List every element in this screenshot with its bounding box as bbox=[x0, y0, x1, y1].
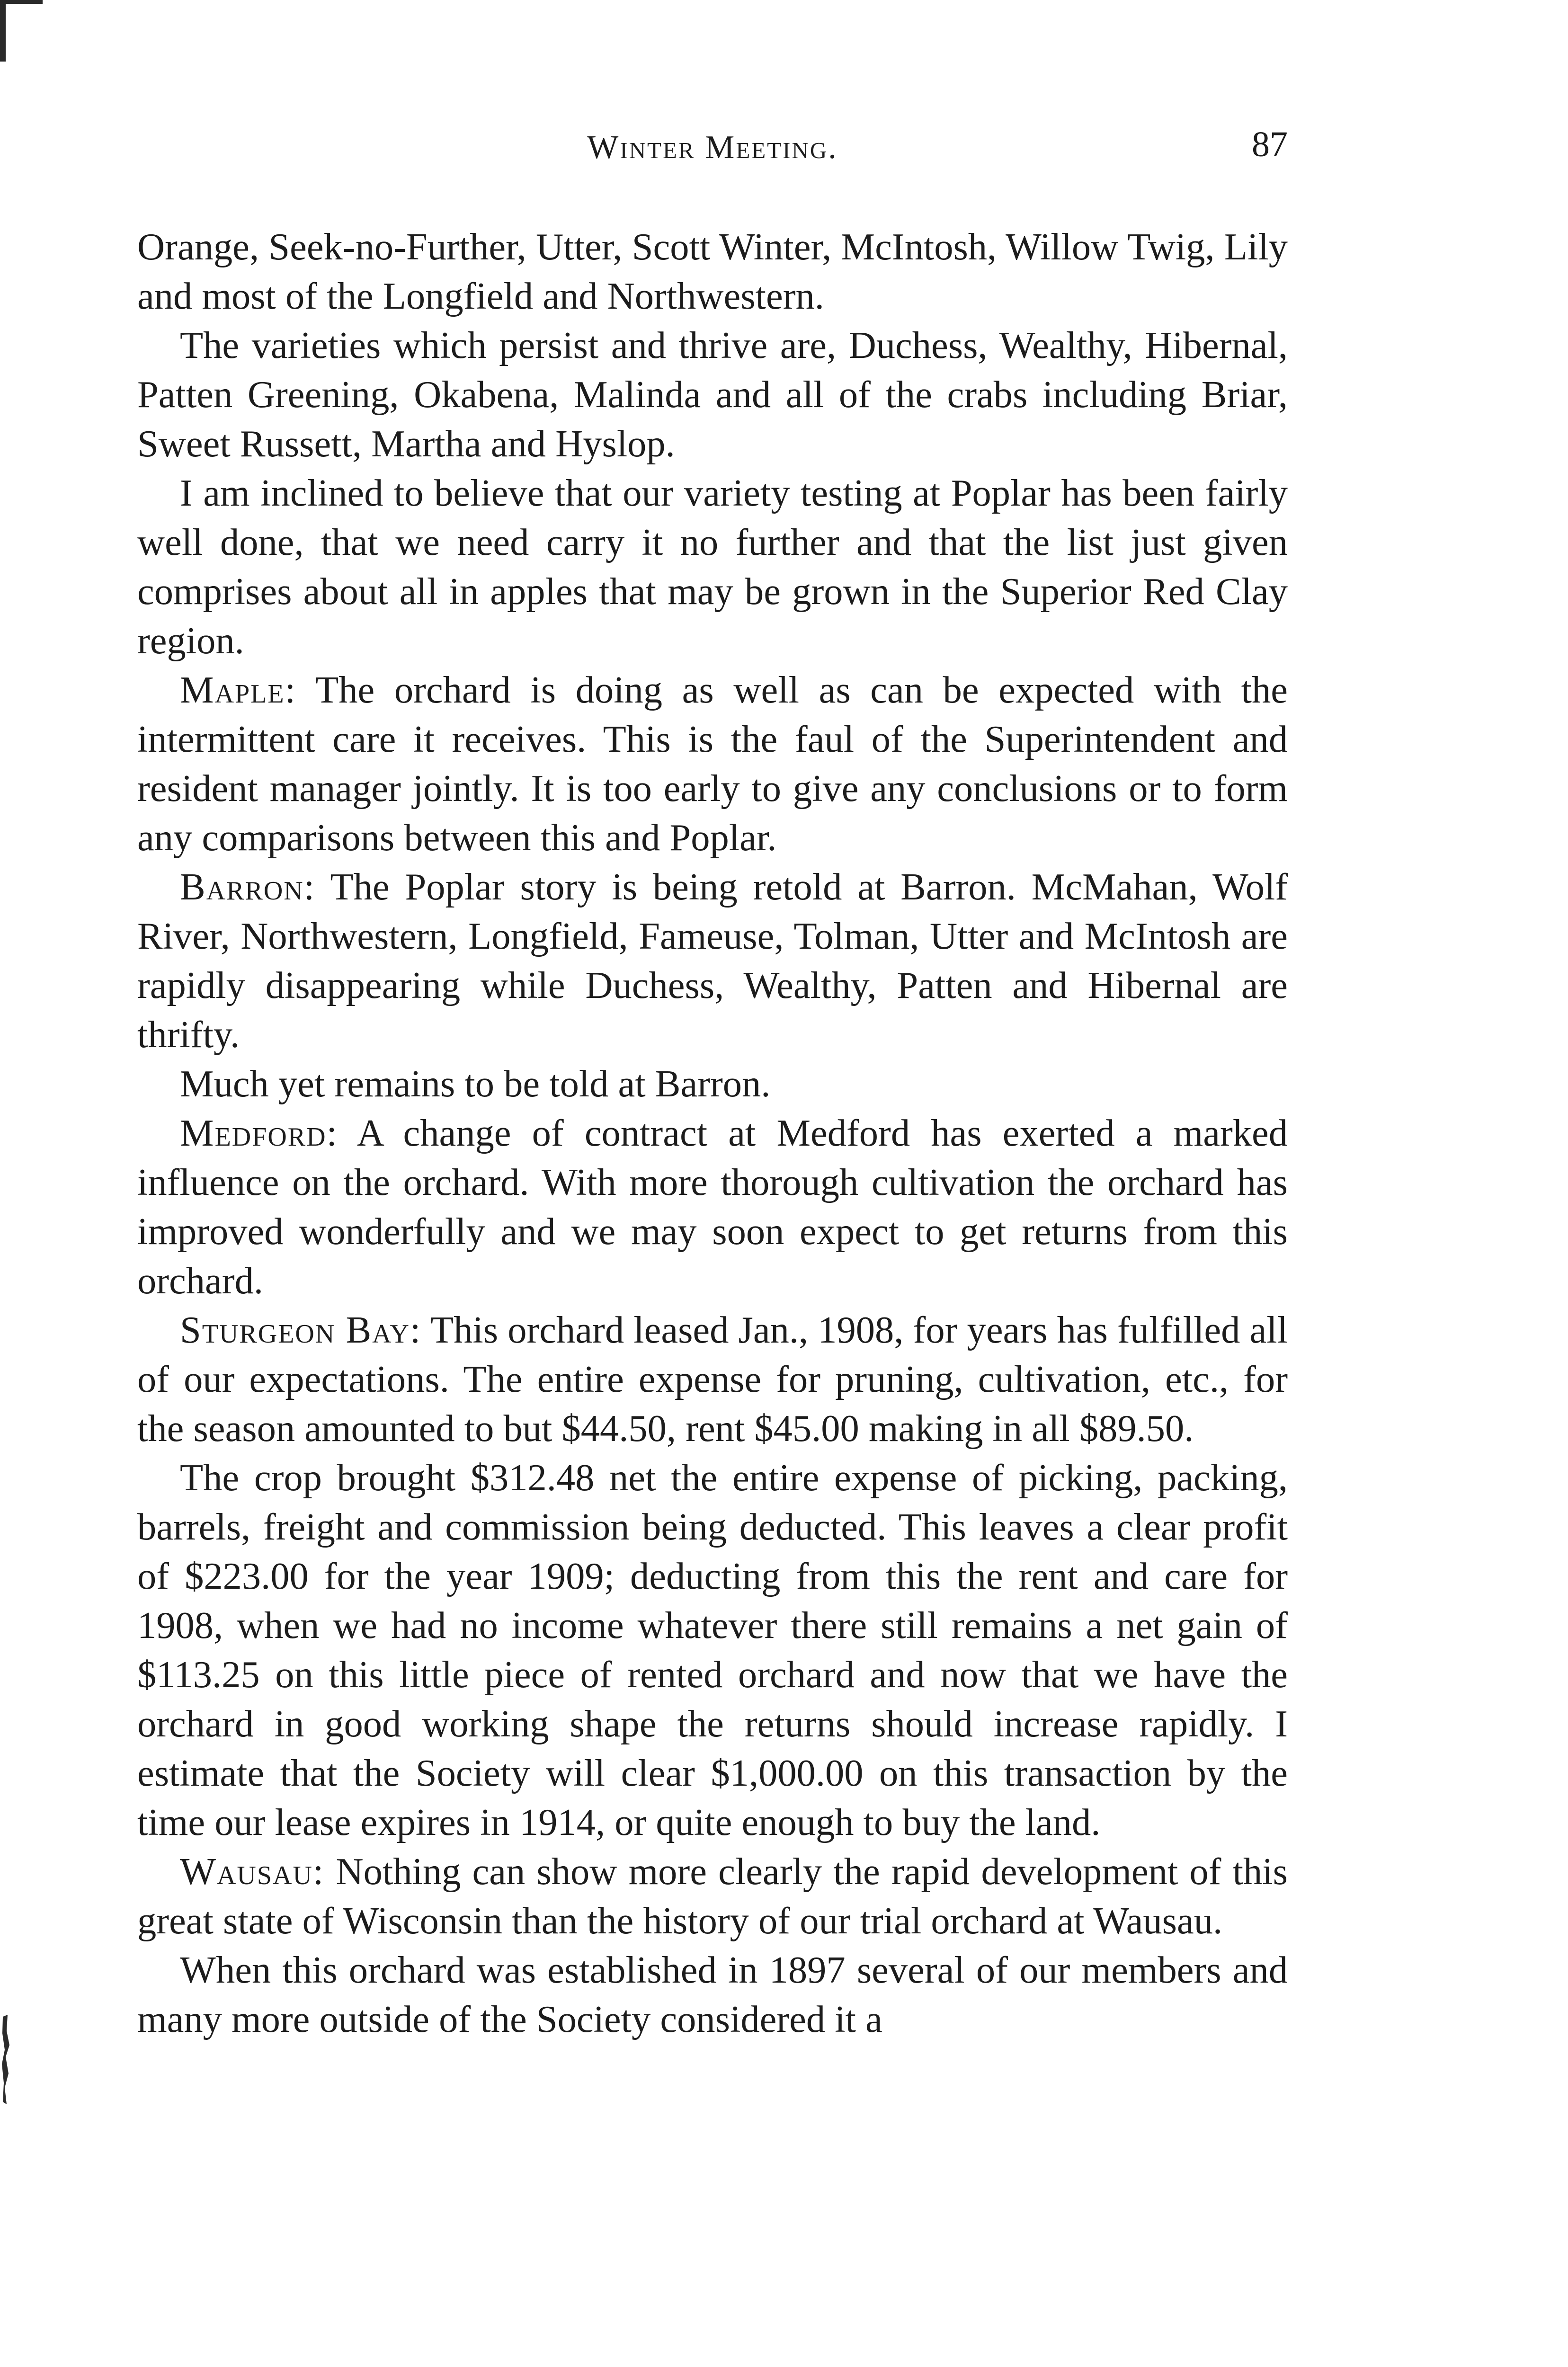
paragraph: Barron: The Poplar story is being retold at Barron. McMahan, Wolf River, Northwestern, Longfield, Fameuse, Tolman, Utter and McIntosh are rapidly disappearing while Duchess, Wealthy, Patten and Hibernal are thrifty. bbox=[137, 866, 1288, 1056]
paragraph: Medford: A change of contract at Medford has exerted a marked influence on the orchard. With more thorough cultivation the orchard has improved wonderfully and we may soon expect to get returns from this orchard. bbox=[137, 1112, 1288, 1302]
section-label: Sturgeon Bay: bbox=[180, 1309, 422, 1351]
paragraph: The varieties which persist and thrive are, Duchess, Wealthy, Hibernal, Patten Greening, Okabena, Malinda and all of the crabs including Briar, Sweet Russett, Martha and Hyslop. bbox=[137, 324, 1288, 465]
scan-edge-mark-left bbox=[0, 0, 6, 62]
page-number: 87 bbox=[1252, 125, 1288, 164]
paragraph: I am inclined to believe that our variety testing at Poplar has been fairly well done, that we need carry it no further and that the list just given comprises about all in apples that may be grown in the Superior Red Clay region. bbox=[137, 472, 1288, 662]
running-head: Winter Meeting. bbox=[587, 129, 838, 166]
scan-edge-mark-top bbox=[0, 0, 43, 4]
paragraph: The crop brought $312.48 net the entire expense of picking, packing, barrels, freight and commission being deducted. This leaves a clear profit of $223.00 for the year 1909; deducting from this the rent and care for 1908, when we had no income whatever there still remains a net gain of $113.25 on this little piece of rented orchard and now that we have the orchard in good working shape the returns should increase rapidly. I estimate that the Society will clear $1,000.00 on this transaction by the time our lease expires in 1914, or quite enough to buy the land. bbox=[137, 1457, 1288, 1843]
paragraph: Orange, Seek-no-Further, Utter, Scott Winter, McIntosh, Willow Twig, Lily and most of the Longfield and Northwestern. bbox=[137, 226, 1288, 317]
paragraph: When this orchard was established in 1897 several of our members and many more outside of the Society considered it a bbox=[137, 1949, 1288, 2040]
section-label: Wausau: bbox=[180, 1851, 325, 1893]
paragraph: Sturgeon Bay: This orchard leased Jan., 1908, for years has fulfilled all of our expectations. The entire expense for pruning, cultivation, etc., for the season amounted to but $44.50, rent $45.00 making in all $89.50. bbox=[137, 1309, 1288, 1450]
paragraph: Maple: The orchard is doing as well as can be expected with the intermittent care it receives. This is the faul of the Superintendent and resident manager jointly. It is too early to give any conclusions or to form any comparisons between this and Poplar. bbox=[137, 669, 1288, 859]
paragraph: Wausau: Nothing can show more clearly the rapid development of this great state of Wisconsin than the history of our trial orchard at Wausau. bbox=[137, 1851, 1288, 1942]
page-body bbox=[137, 222, 1288, 2044]
paragraph: Much yet remains to be told at Barron. bbox=[180, 1063, 771, 1105]
margin-ink-blot bbox=[1, 2012, 11, 2107]
section-label: Medford: bbox=[180, 1112, 338, 1154]
section-label: Maple: bbox=[180, 669, 296, 711]
section-label: Barron: bbox=[180, 866, 316, 908]
page-header bbox=[137, 124, 1288, 176]
